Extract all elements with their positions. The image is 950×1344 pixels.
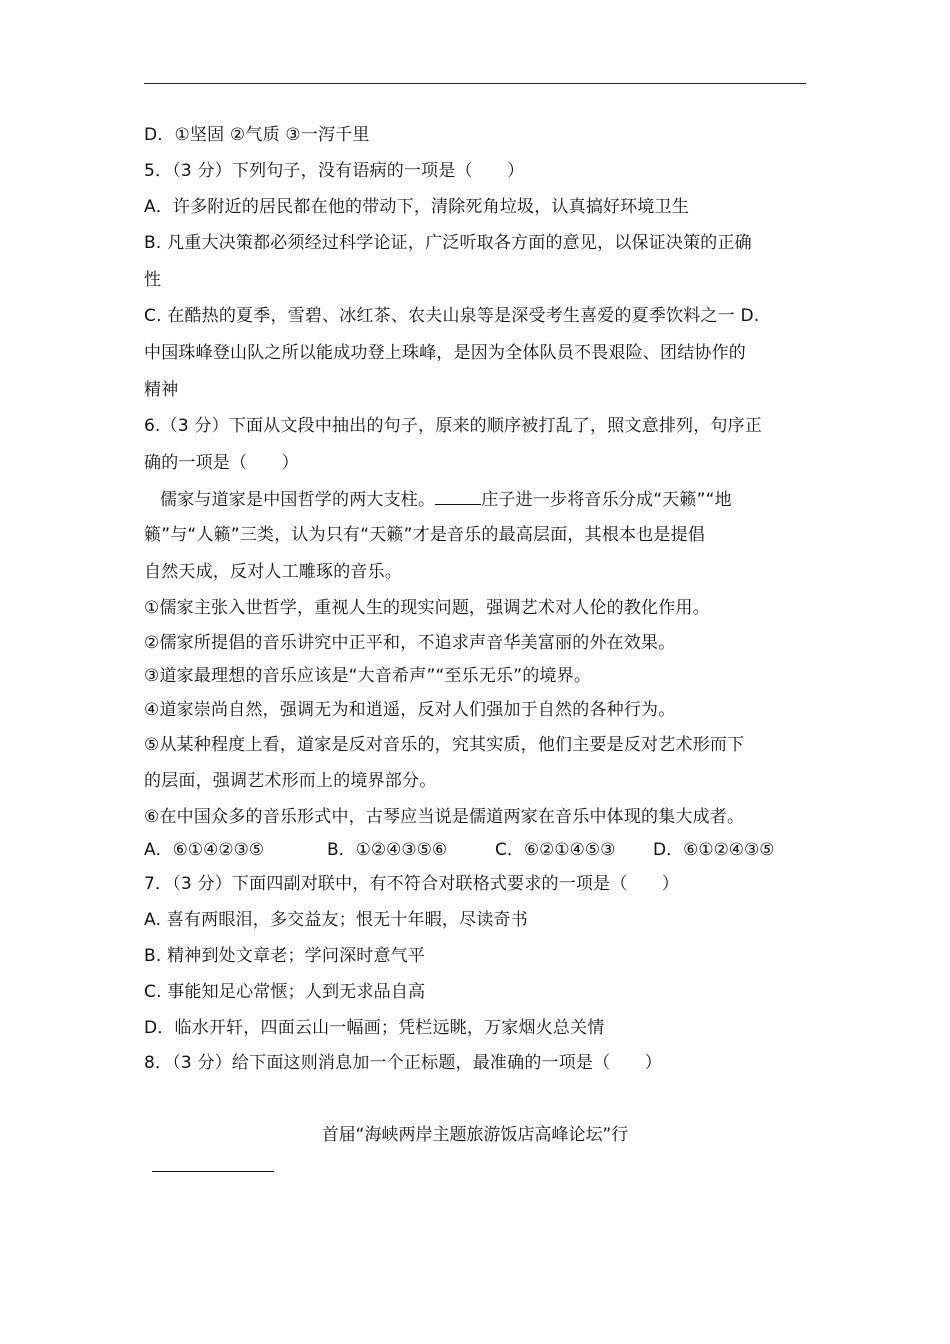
q6-options — [144, 838, 806, 862]
q6-passage-rest: 庄子进一步将音乐分成“天籁”“地 — [481, 490, 732, 510]
q7-option-a: A. 喜有两眼泪，多交益友；恨无十年暇，尽读奇书 — [144, 910, 528, 930]
news-subtitle: 首届“海峡两岸主题旅游饭店高峰论坛”行 — [321, 1125, 629, 1145]
q4-option-d: D．①坚固 ②气质 ③一泻千里 — [144, 125, 370, 145]
q6-sentence-2: ②儒家所提倡的音乐讲究中正平和，不追求声音华美富丽的外在效果。 — [144, 633, 676, 653]
q7-option-b: B. 精神到处文章老；学问深时意气平 — [144, 946, 426, 966]
q6-passage-start: 儒家与道家是中国哲学的两大支柱。 — [160, 490, 436, 510]
title-answer-blank — [152, 1171, 274, 1172]
q6-sentence-6: ⑥在中国众多的音乐形式中，古琴应当说是儒道两家在音乐中体现的集大成者。 — [144, 807, 745, 827]
fill-blank — [435, 486, 481, 505]
q5-option-c: C. 在酷热的夏季，雪碧、冰红茶、农夫山泉等是深受考生喜爱的夏季饮料之一 D. — [144, 306, 760, 326]
q6-passage-line-1 — [160, 486, 732, 512]
header-rule — [144, 83, 806, 84]
q7-stem: 7．（3 分）下面四副对联中，有不符合对联格式要求的一项是（ ） — [144, 874, 680, 894]
q5-option-b: B. 凡重大决策都必须经过科学论证，广泛听取各方面的意见，以保证决策的正确 — [144, 233, 752, 253]
q6-stem: 6.（3 分）下面从文段中抽出的句子，原来的顺序被打乱了，照文意排列，句序正 — [144, 416, 763, 436]
q5-option-d: 中国珠峰登山队之所以能成功登上珠峰，是因为全体队员不畏艰险、团结协作的 — [144, 343, 746, 363]
q6-sentence-1: ①儒家主张入世哲学，重视人生的现实问题，强调艺术对人伦的教化作用。 — [144, 598, 710, 618]
q6-option-b: B．①②④③⑤⑥ — [327, 840, 448, 860]
q6-passage-line-3: 自然天成，反对人工雕琢的音乐。 — [144, 562, 402, 582]
q5-option-d-cont: 精神 — [144, 380, 179, 400]
q6-sentence-3: ③道家最理想的音乐应该是“大音希声”“至乐无乐”的境界。 — [144, 666, 592, 686]
q6-option-d: D．⑥①②④③⑤ — [653, 840, 775, 860]
q5-option-a: A．许多附近的居民都在他的带动下，清除死角垃圾，认真搞好环境卫生 — [144, 197, 690, 217]
q6-option-c: C．⑥②①④⑤③ — [495, 840, 616, 860]
q6-sentence-4: ④道家崇尚自然，强调无为和逍遥，反对人们强加于自然的各种行为。 — [144, 700, 676, 720]
q5-option-b-cont: 性 — [144, 270, 162, 290]
q5-stem: 5．（3 分）下列句子，没有语病的一项是（ ） — [144, 161, 525, 181]
q7-option-d: D．临水开轩，四面云山一幅画；凭栏远眺，万家烟火总关情 — [144, 1018, 605, 1038]
q6-stem-cont: 确的一项是（ ） — [144, 453, 299, 473]
q8-stem: 8．（3 分）给下面这则消息加一个正标题，最准确的一项是（ ） — [144, 1053, 662, 1073]
q6-option-a: A．⑥①④②③⑤ — [144, 840, 265, 860]
q6-passage-line-2: 籁”与“人籁”三类，认为只有“天籁”才是音乐的最高层面，其根本也是提倡 — [144, 525, 706, 545]
q6-sentence-5: ⑤从某种程度上看，道家是反对音乐的，究其实质，他们主要是反对艺术形而下 — [144, 735, 745, 755]
q6-sentence-5-cont: 的层面，强调艺术形而上的境界部分。 — [144, 771, 437, 791]
q7-option-c: C. 事能知足心常惬；人到无求品自高 — [144, 982, 426, 1002]
